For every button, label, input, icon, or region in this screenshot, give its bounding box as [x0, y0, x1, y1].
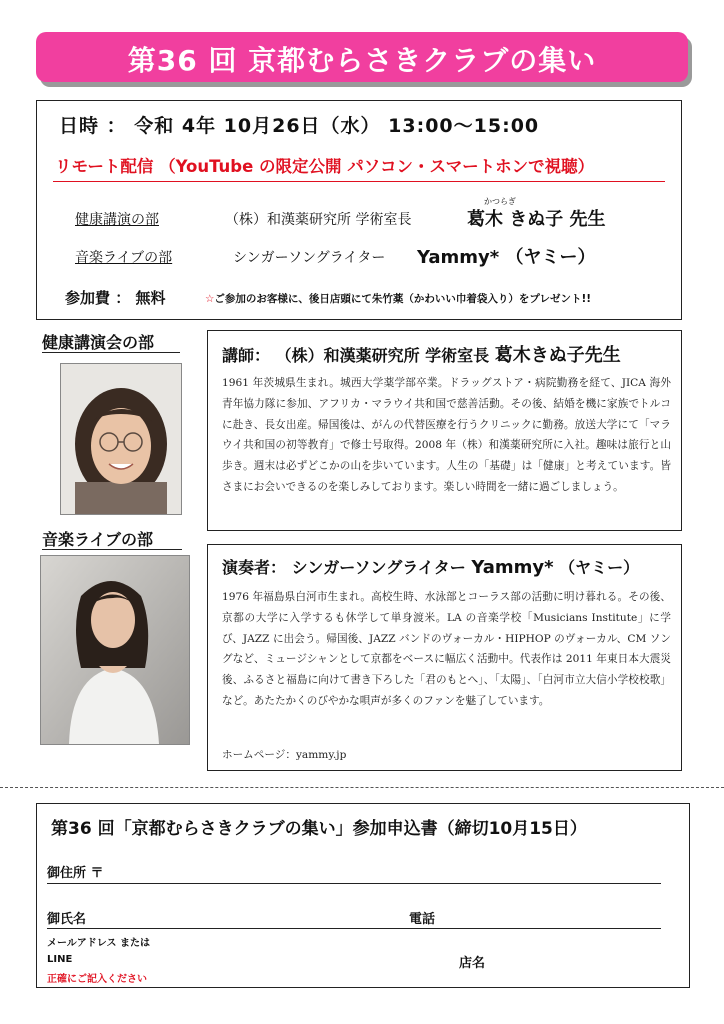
application-form	[36, 803, 690, 988]
music-section-underline	[42, 549, 182, 550]
gift-note-text: ご参加のお客様に、後日店頭にて朱竹薬（かわいい巾着袋入り）をプレゼント!!	[214, 293, 592, 305]
speaker-heading-affiliation: （株）和漢薬研究所 学術室長	[275, 346, 490, 365]
address-field[interactable]	[47, 883, 661, 884]
name-phone-field[interactable]	[47, 928, 661, 929]
event-title: 第36 回 京都むらさきクラブの集い	[127, 44, 597, 77]
speaker-heading-name: 葛木きぬ子先生	[494, 345, 621, 366]
fill-in-note: 正確にご記入ください	[47, 974, 147, 985]
music-live-label: 音楽ライブの部	[75, 250, 173, 266]
title-banner	[36, 32, 688, 82]
health-speaker-affiliation: （株）和漢薬研究所 学術室長	[225, 212, 412, 228]
health-section-label: 健康講演会の部	[42, 333, 155, 352]
speaker-bio-heading	[222, 341, 621, 367]
health-talk-label: 健康講演の部	[75, 212, 159, 228]
music-performer-affiliation: シンガーソングライター	[233, 250, 386, 266]
performer-bio-box	[207, 544, 682, 771]
speaker-photo	[60, 363, 182, 515]
performer-bio-heading	[222, 555, 639, 578]
participation-fee: 参加費 ： 無料	[65, 289, 166, 307]
health-speaker-name: 葛木 きぬ子 先生	[467, 209, 606, 230]
speaker-bio-text: 1961 年茨城県生まれ。城西大学薬学部卒業。ドラッグストア・病院勤務を経て、JICA 海外青年協力隊に参加、アフリカ・マラウイ共和国で慈善活動。その後、結婚を機に家族でトルコに赴き、長女出産。帰国後は、がんの代替医療を行うクリニックに勤務。放送大学にて「マラウイ共和国の初等教育」で修士号取得。2008 年（株）和漢薬研究所に入社。趣味は旅行と山歩き。週末は必ずどこかの山を歩いています。人生の「基礎」は「健康」と考えています。皆さまにお会いできるのを楽しみしております。楽しい時間を一緒に過ごしましょう。	[222, 377, 671, 493]
health-section-underline	[42, 352, 180, 353]
event-info-box	[36, 100, 682, 320]
performer-heading-suffix: （ヤミー）	[559, 558, 640, 577]
cut-line	[0, 787, 724, 788]
speaker-heading-prefix: 講師：	[222, 346, 271, 365]
name-label: 御氏名	[47, 912, 87, 927]
performer-photo	[40, 555, 190, 745]
line-label: LINE	[47, 954, 73, 965]
gift-note	[205, 291, 591, 306]
performer-bio-text: 1976 年福島県白河市生まれ。高校生時、水泳部とコーラス部の活動に明け暮れる。その後、京都の大学に入学するも休学して単身渡米。LA の音楽学校「Musicians Institute」に学び、JAZZ に出会う。帰国後、JAZZ バンドのヴォーカル・HIPHOP のヴォーカル、CM ソングなど、ミュージシャンとして京都をベースに幅広く活動中。代表作は 2011 年東日本大震災後、ふるさと福島に向けて書き下ろした「君のもとへ」、「太陽」、「白河市立大信小学校校歌」など。あたたかくのびやかな唄声が多くのファンを魅了しています。	[222, 591, 671, 707]
performer-homepage: ホームページ：yammy.jp	[222, 749, 347, 761]
performer-heading-prefix: 演奏者：	[222, 558, 287, 577]
star-icon: ☆	[205, 293, 215, 305]
form-title: 第36 回「京都むらさきクラブの集い」参加申込書（締切10月15日）	[51, 819, 587, 839]
performer-heading-affiliation: シンガーソングライター	[291, 558, 466, 577]
performer-heading-name: Yammy*	[471, 557, 554, 578]
shop-label: 店名	[459, 956, 486, 971]
event-datetime: 日時 ： 令和 4年 10月26日（水） 13:00～15:00	[59, 115, 540, 137]
speaker-bio-box	[207, 330, 682, 531]
address-label: 御住所 〒	[47, 866, 104, 881]
music-performer-name: Yammy* （ヤミー）	[417, 247, 596, 268]
speaker-name-ruby: かつらぎ	[484, 197, 516, 206]
remote-underline	[53, 181, 665, 182]
email-label: メールアドレス または	[47, 938, 150, 949]
remote-streaming-note: リモート配信 （YouTube の限定公開 パソコン・スマートホンで視聴）	[55, 157, 595, 176]
music-section-label: 音楽ライブの部	[42, 530, 154, 549]
phone-label: 電話	[409, 912, 436, 927]
